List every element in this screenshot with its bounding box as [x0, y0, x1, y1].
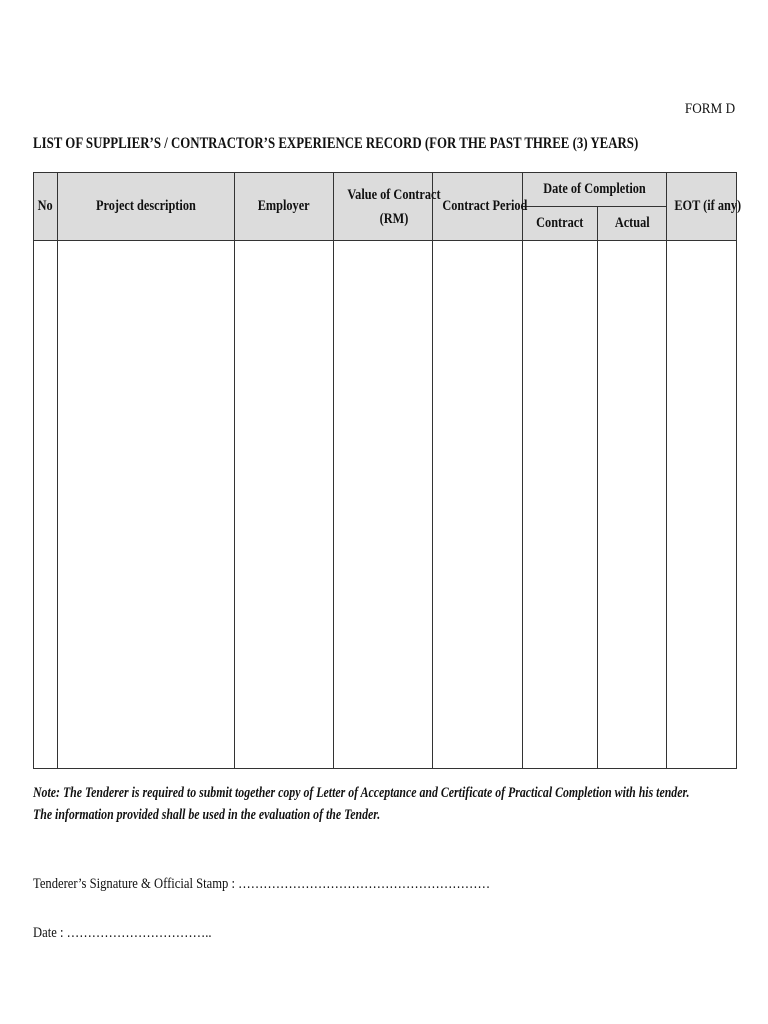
note-line-1: Note: The Tenderer is required to submit together copy of Letter of Acceptance and Certificate of Practical Completion with his tender.: [33, 785, 690, 801]
date-separator: :: [56, 925, 67, 941]
signature-label: Tenderer’s Signature & Official Stamp: [33, 876, 229, 892]
date-line: [33, 925, 212, 942]
header-row-top: [34, 173, 737, 207]
note-block: [33, 782, 689, 826]
form-id: FORM D: [684, 101, 735, 117]
header-completion-actual: Actual: [598, 207, 667, 241]
date-field[interactable]: ……………………………..: [66, 925, 212, 941]
signature-separator: :: [228, 876, 239, 892]
cell-completion-contract[interactable]: [523, 241, 598, 769]
cell-eot[interactable]: [667, 241, 737, 769]
cell-employer[interactable]: [235, 241, 334, 769]
signature-field[interactable]: ……………………………………………………: [238, 876, 491, 892]
cell-value-of-contract[interactable]: [334, 241, 433, 769]
header-value-of-contract: Value of Contract (RM): [334, 173, 433, 241]
header-contract-period: Contract Period: [433, 173, 523, 241]
signature-line: [33, 876, 490, 893]
cell-contract-period[interactable]: [433, 241, 523, 769]
header-no: No: [34, 173, 58, 241]
header-project-description: Project description: [58, 173, 235, 241]
header-completion-contract: Contract: [523, 207, 598, 241]
cell-no[interactable]: [34, 241, 58, 769]
document-title: LIST OF SUPPLIER’S / CONTRACTOR’S EXPERIENCE RECORD (FOR THE PAST THREE (3) YEARS): [33, 135, 639, 152]
table-row: [34, 241, 737, 769]
cell-project-description[interactable]: [58, 241, 235, 769]
header-employer: Employer: [235, 173, 334, 241]
header-eot: EOT (if any): [667, 173, 737, 241]
note-line-2: The information provided shall be used in the evaluation of the Tender.: [33, 807, 381, 823]
header-date-of-completion: Date of Completion: [523, 173, 667, 207]
date-label: Date: [33, 925, 57, 941]
experience-record-table: [33, 172, 742, 769]
cell-completion-actual[interactable]: [598, 241, 667, 769]
